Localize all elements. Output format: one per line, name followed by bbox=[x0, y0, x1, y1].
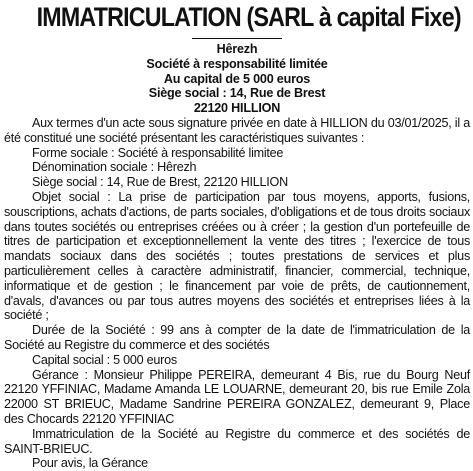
company-name: Hêrezh bbox=[216, 42, 258, 56]
paragraph-legal-form: Forme sociale : Société à responsabilité limitee bbox=[32, 145, 284, 160]
paragraph-duration: Durée de la Société : 99 ans à compter de la date de l'immatriculation de la Société au Registre du commerce et des sociétés bbox=[4, 323, 470, 352]
company-form: Société à responsabilité limitée bbox=[146, 56, 328, 71]
paragraph-purpose: Objet social : La prise de participation par tous moyens, apports, fusions, souscriptions, achats d'actions, de parts sociales, d'obligations et de tous droits sociaux dans toutes sociétés ou entreprises créées ou à créer ; la gestion d'un portefeuille de titres de participation et exceptionnellement la vente des titres ; l'exercice de tous mandats sociaux dans des sociétés ; toutes prestations de services et plus particulièrement celles à caractère administratif, financier, commercial, technique, informatique et de gestion ; le financement par voie de prêts, de cautionnement, d'avals, d'avances ou par tous autres moyens des sociétés et entreprises liées à la société ; bbox=[4, 189, 470, 323]
paragraph-sign-off: Pour avis, la Gérance bbox=[32, 456, 148, 471]
company-seat: Siège social : 14, Rue de Brest bbox=[148, 86, 326, 101]
paragraph-seat: Siège social : 14, Rue de Brest, 22120 HILLION bbox=[32, 175, 288, 190]
company-capital: Au capital de 5 000 euros bbox=[163, 71, 311, 86]
paragraph-denomination: Dénomination sociale : Hêrezh bbox=[32, 160, 197, 175]
notice-body bbox=[4, 116, 470, 471]
company-city: 22120 HILLION bbox=[193, 101, 281, 116]
paragraph-capital: Capital social : 5 000 euros bbox=[32, 352, 177, 367]
title-divider bbox=[192, 38, 282, 39]
paragraph-management: Gérance : Monsieur Philippe PEREIRA, demeurant 4 Bis, rue du Bourg Neuf 22120 YFFINIAC, Madame Amanda LE LOUARNE, demeurant 20, bis rue Emile Zola 22000 ST BRIEUC, Madame Sandrine PEREIRA GONZALEZ, demeurant 9, Place des Chocards 22120 YFFINIAC bbox=[4, 367, 470, 426]
paragraph-intro: Aux termes d'un acte sous signature privée en date à HILLION du 03/01/2025, il a été constitué une société présentant les caractéristiques suivantes : bbox=[4, 115, 470, 145]
paragraph-registration: Immatriculation de la Société au Registre du commerce et des sociétés de SAINT-BRIEUC. bbox=[4, 426, 470, 456]
company-header bbox=[4, 42, 470, 116]
notice-title: IMMATRICULATION (SARL à capital Fixe) bbox=[36, 2, 461, 32]
